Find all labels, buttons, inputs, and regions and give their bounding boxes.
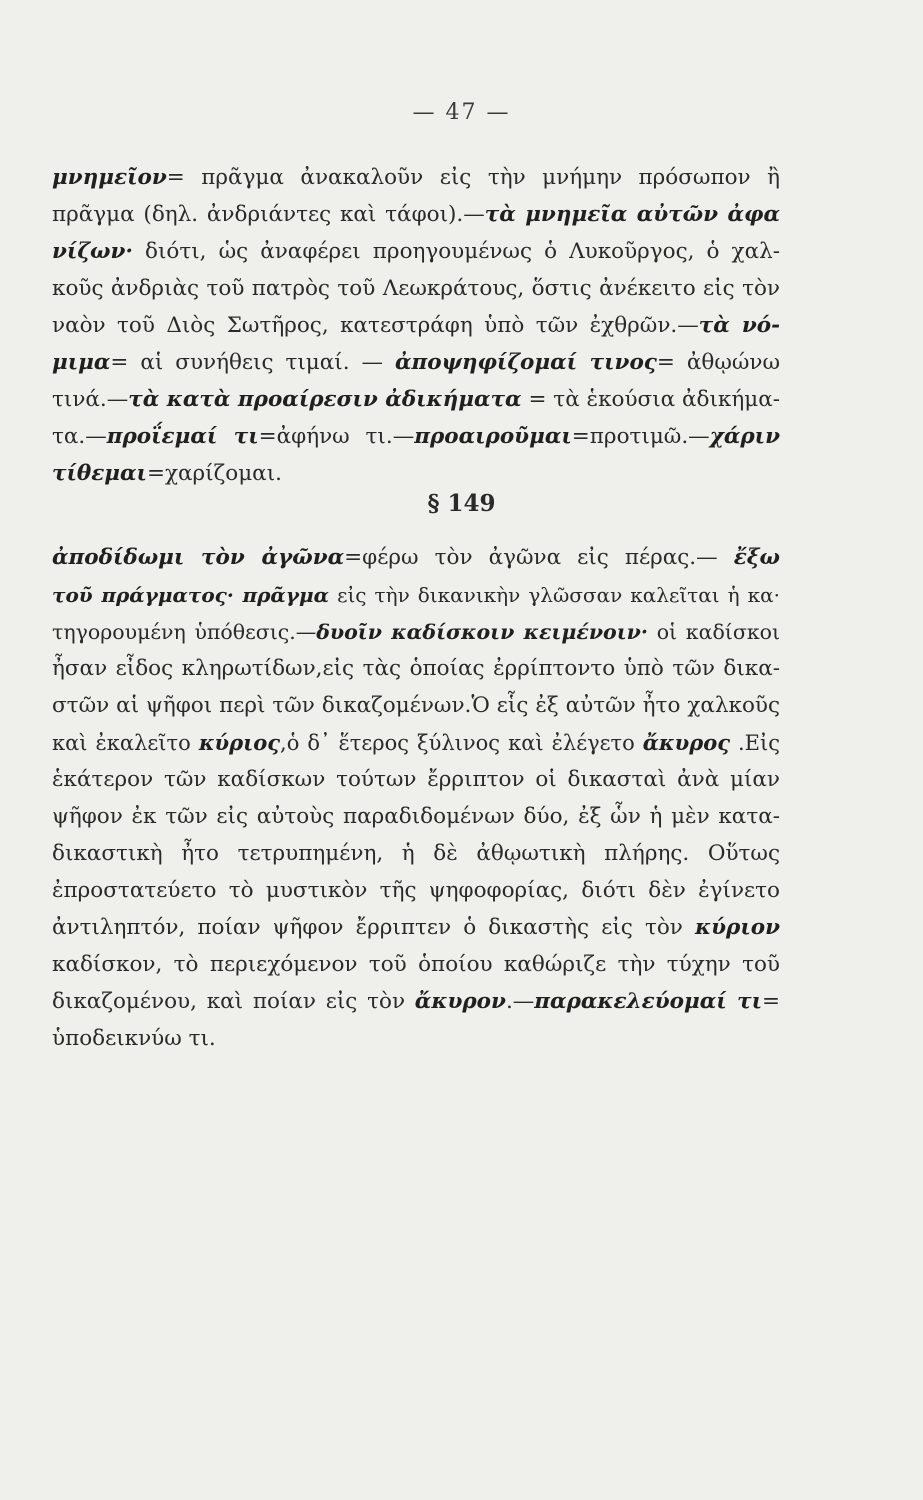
- text-run: .—: [505, 989, 535, 1014]
- text-run: οἱ καδίσκοι: [648, 620, 781, 644]
- text-line: [52, 345, 780, 381]
- text-run: = πρᾶγμα ἀνακαλοῦν εἰς τὴν μνήμην πρόσωπον ἢ: [166, 165, 780, 190]
- text-run: τα.—: [52, 424, 107, 449]
- glossary-term: δυοῖν καδίσκοιν κειμένοιν·: [316, 620, 649, 644]
- text-run: =: [761, 989, 780, 1014]
- glossary-term: χάριν: [709, 424, 780, 449]
- text-line: [52, 947, 780, 983]
- text-run: ὑποδεικνύω τι.: [52, 1026, 216, 1051]
- text-line: [52, 1021, 780, 1057]
- glossary-term: πρᾶγμα: [233, 583, 330, 607]
- text-line: [52, 382, 780, 418]
- text-line: [52, 419, 780, 455]
- glossary-term: τὰ μνημεῖα αὐτῶν ἀφα: [484, 202, 781, 227]
- text-run: δικαστικὴ ἦτο τετρυπημένη, ἡ δὲ ἀθῳωτικὴ πλήρης. Οὕτως: [52, 841, 780, 866]
- text-run: ἑκάτερον τῶν καδίσκων τούτων ἔρριπτον οἱ δικασταὶ ἀνὰ μίαν: [52, 767, 780, 792]
- text-line: [52, 725, 780, 761]
- text-line: [52, 197, 780, 233]
- glossary-term: μιμα: [52, 350, 111, 375]
- text-line: [52, 234, 780, 270]
- text-line: [52, 577, 780, 613]
- glossary-term: προαιροῦμαι: [414, 424, 572, 449]
- text-run: =χαρίζομαι.: [146, 461, 282, 486]
- text-line: [52, 651, 780, 687]
- text-run: καδίσκον, τὸ περιεχόμενον τοῦ ὁποίου καθώριζε τὴν τύχην τοῦ: [52, 952, 780, 977]
- glossary-term: κύριον: [695, 915, 780, 940]
- text-run: ἦσαν εἶδος κληρωτίδων,εἰς τὰς ὁποίας ἐρρίπτοντο ὑπὸ τῶν δικα-: [52, 656, 780, 681]
- glossary-term: ἔξω: [733, 545, 780, 570]
- glossary-term: ἀποψηφίζομαί τινος: [394, 350, 657, 375]
- text-run: ἐπροστατεύετο τὸ μυστικὸν τῆς ψηφοφορίας, διότι δὲν ἐγίνετο: [52, 878, 780, 903]
- text-run: διότι, ὡς ἀναφέρει προηγουμένως ὁ Λυκοῦργος, ὁ χαλ-: [132, 239, 780, 264]
- page-number: — 47 —: [412, 100, 511, 125]
- glossary-term: παρακελεύομαί τι: [534, 989, 762, 1014]
- text-line: [52, 984, 780, 1020]
- text-run: = αἱ συνήθεις τιμαί. —: [110, 350, 395, 375]
- glossary-term: τὰ κατὰ προαίρεσιν ἀδικήματα: [128, 387, 522, 412]
- text-run: = τὰ ἑκούσια ἀδικήμα-: [521, 387, 780, 412]
- text-run: = ἀθῳώνω: [656, 350, 780, 375]
- text-line: [52, 614, 780, 650]
- text-line: [52, 688, 780, 724]
- text-run: εἰς τὴν δικανικὴν γλῶσσαν καλεῖται ἡ κα·: [329, 583, 781, 607]
- glossary-term: τὰ νό-: [698, 313, 780, 338]
- text-line: [52, 873, 780, 909]
- text-line: [52, 308, 780, 344]
- text-run: =φέρω τὸν ἀγῶνα εἰς πέρας.—: [344, 545, 734, 570]
- text-line: [52, 456, 780, 492]
- text-run: =προτιμῶ.—: [571, 424, 710, 449]
- glossary-term: ἄκυρος: [642, 730, 730, 755]
- text-run: κοῦς ἀνδριὰς τοῦ πατρὸς τοῦ Λεωκράτους, ὅστις ἀνέκειτο εἰς τὸν: [52, 276, 780, 301]
- text-run: στῶν αἱ ψῆφοι περὶ τῶν δικαζομένων.Ὁ εἷς ἐξ αὐτῶν ἦτο χαλκοῦς: [52, 693, 780, 718]
- section-heading: § 149: [427, 490, 496, 517]
- text-run: τηγορουμένη ὑπόθεσις.—: [52, 620, 317, 644]
- text-run: δικαζομένου, καὶ ποίαν εἰς τὸν: [52, 989, 415, 1014]
- glossary-term: ἄκυρον: [414, 989, 506, 1014]
- text-line: [52, 540, 780, 576]
- text-run: ἀντιληπτόν, ποίαν ψῆφον ἔρριπτεν ὁ δικαστὴς εἰς τὸν: [52, 915, 695, 940]
- text-run: πρᾶγμα (δηλ. ἀνδριάντες καὶ τάφοι).—: [52, 202, 485, 227]
- glossary-term: μνημεῖον: [52, 165, 167, 190]
- text-line: [52, 799, 780, 835]
- text-line: [52, 160, 780, 196]
- glossary-term: τοῦ πράγματος·: [52, 583, 234, 607]
- text-line: [52, 836, 780, 872]
- text-run: τινά.—: [52, 387, 129, 412]
- text-run: =ἀφήνω τι.—: [258, 424, 415, 449]
- text-line: [52, 762, 780, 798]
- glossary-term: προΐεμαί τι: [106, 424, 259, 449]
- text-line: [52, 271, 780, 307]
- glossary-term: νίζων·: [52, 239, 133, 264]
- text-run: ,ὁ δ᾽ ἕτερος ξύλινος καὶ ἐλέγετο: [280, 731, 643, 755]
- glossary-term: κύριος: [198, 730, 281, 755]
- glossary-term: ἀποδίδωμι τὸν ἀγῶνα: [52, 545, 345, 570]
- text-run: καὶ ἐκαλεῖτο: [52, 731, 199, 755]
- text-line: [52, 910, 780, 946]
- text-run: .Εἰς: [730, 731, 780, 755]
- text-run: ναὸν τοῦ Διὸς Σωτῆρος, κατεστράφη ὑπὸ τῶν ἐχθρῶν.—: [52, 313, 699, 338]
- text-run: ψῆφον ἐκ τῶν εἰς αὐτοὺς παραδιδομένων δύο, ἐξ ὧν ἡ μὲν κατα-: [52, 804, 780, 829]
- glossary-term: τίθεμαι: [52, 461, 147, 486]
